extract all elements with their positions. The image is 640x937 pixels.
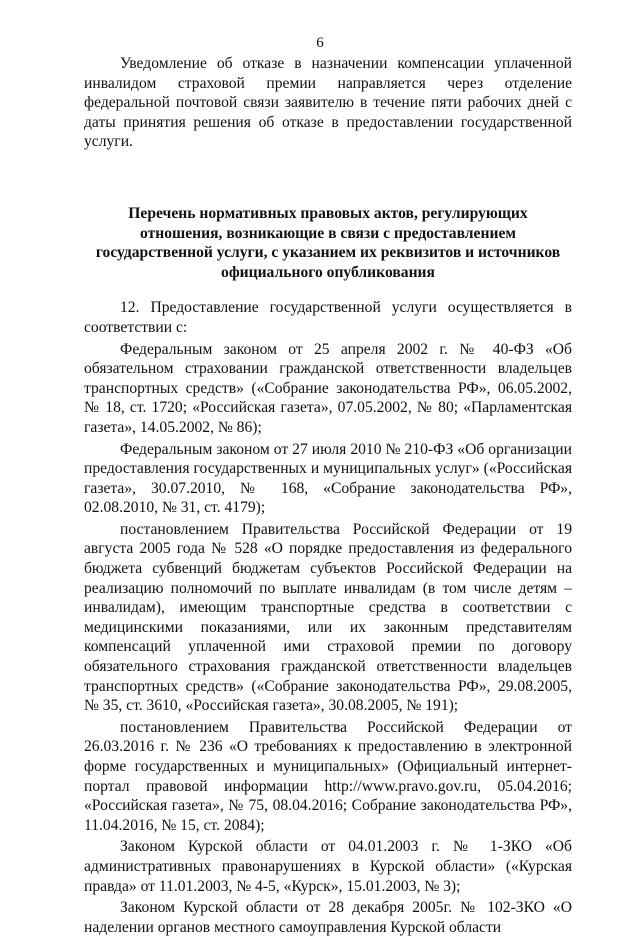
document-body — [84, 54, 572, 937]
paragraph-federal-law-40: Федеральным законом от 25 апреля 2002 г. № 40-ФЗ «Об обязательном страховании гражданской ответственности владельцев транспортных средств» («Собрание законодательства РФ», 06.05.2002, № 18, ст. 1720; «Российская газета», 07.05.2002, № 80; «Парламентская газета», 14.05.2002, № 86); — [84, 340, 572, 436]
paragraph-federal-law-210: Федеральным законом от 27 июля 2010 № 210-ФЗ «Об организации предоставления государственных и муниципальных услуг» («Российская газета», 30.07.2010, № 168, «Собрание законодательства РФ», 02.08.2010, № 31, ст. 4179); — [84, 440, 572, 517]
paragraph-kursk-law-1: Законом Курской области от 04.01.2003 г. № 1-ЗКО «Об административных правонарушениях в Курской области» («Курская правда» от 11.01.2003, № 4-5, «Курск», 15.01.2003, № 3); — [84, 838, 572, 895]
page-number: 6 — [316, 35, 324, 51]
section-heading: Перечень нормативных правовых актов, регулирующих отношения, возникающие в связи с предоставлением государственной услуги, с указанием их реквизитов и источников официального опубликования — [95, 204, 561, 281]
paragraph-resolution-528: постановлением Правительства Российской Федерации от 19 августа 2005 года № 528 «О порядке предоставления из федерального бюджета субвенций бюджетам субъектов Российской Федерации на реализацию полномочий по выплате инвалидам (в том числе детям – инвалидам), имеющим транспортные средства в соответствии с медицинскими показаниями, или их законным представителям компенсаций уплаченной ими страховой премии по договору обязательного страхования гражданской ответственности владельцев транспортных средств» («Собрание законодательства РФ», 29.08.2005, № 35, ст. 3610, «Российская газета», 30.08.2005, № 191); — [84, 520, 572, 715]
paragraph-resolution-236: постановлением Правительства Российской Федерации от 26.03.2016 г. № 236 «О требованиях к предоставлению в электронной форме государственных и муниципальных» (Официальный интернет-портал правовой информации http://www.pravo.gov.ru, 05.04.2016; «Российская газета», № 75, 08.04.2016; Собрание законодательства РФ», 11.04.2016, № 15, ст. 2084); — [84, 718, 572, 834]
paragraph-refusal-notice: Уведомление об отказе в назначении компенсации уплаченной инвалидом страховой премии направляется через отделение федеральной почтовой связи заявителю в течение пяти рабочих дней с даты принятия решения об отказе в предоставлении государственной услуги. — [84, 55, 572, 151]
paragraph-kursk-law-102: Законом Курской области от 28 декабря 2005г. № 102-ЗКО «О наделении органов местного самоуправления Курской области — [84, 899, 572, 936]
paragraph-item-12: 12. Предоставление государственной услуги осуществляется в соответствии с: — [84, 299, 572, 336]
